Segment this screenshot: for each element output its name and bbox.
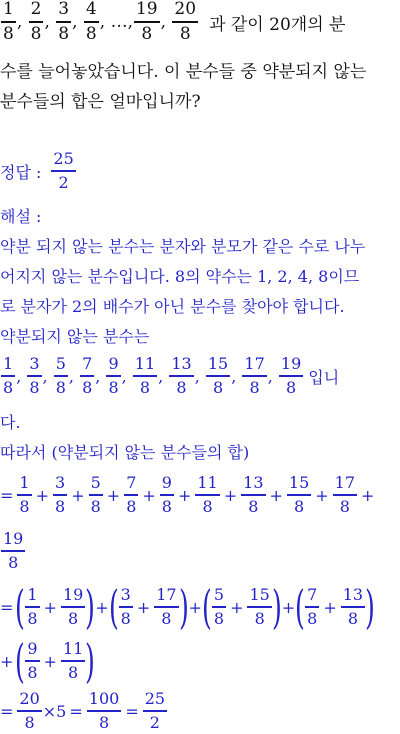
grouped-expression-line-2: + ( 9 8 + 11 8 ) (0, 634, 96, 688)
explanation-line-1: 약분 되지 않는 분수는 분자와 분모가 같은 수로 나누 (0, 236, 366, 256)
final-expression: = 20 8 ×5 = 100 8 = 25 2 (0, 689, 166, 732)
sum-expression-line-2 (0, 528, 26, 574)
sum-term-2: 3 8 (55, 473, 66, 516)
explanation-line-6: 다. (0, 412, 21, 432)
pair-3: ( 5 8 + 15 8 ) (201, 580, 282, 634)
question-line-1: 1 8 , 2 8 , 3 8 , 4 8 , … , 19 8 , 20 8 과 같이 20개의 분 (3, 0, 346, 44)
seq-fraction-1: 1 8 (3, 0, 14, 44)
fraction-15-8: 15 8 (207, 354, 229, 397)
sum-term-9: 17 8 (334, 473, 356, 516)
sum-term-6: 11 8 (197, 473, 218, 516)
seq-ellipsis: … (110, 12, 128, 32)
equals-sign: = (0, 485, 14, 505)
question-line-1-tail: 과 같이 20개의 분 (209, 14, 346, 35)
irreducible-fractions-row: 1 8 , 3 8 , 5 8 , 7 8 , 9 8 , 11 8 , 13 8 , 15 8 , 17 8 , 19 8 입니 (3, 354, 340, 397)
seq-fraction-4: 4 8 (85, 0, 97, 44)
answer-value: 25 2 (53, 149, 74, 192)
final-fraction-100-8: 100 8 (88, 689, 120, 732)
fraction-9-8: 9 8 (108, 354, 119, 397)
fractions-tail: 입니 (308, 367, 340, 387)
explanation-label: 해설 : (0, 206, 42, 226)
sum-term-10: 19 8 (3, 529, 24, 572)
pair-4: ( 7 8 + 13 8 ) (295, 580, 376, 634)
final-fraction-25-2: 25 2 (144, 689, 166, 732)
pair-2: ( 3 8 + 17 8 ) (108, 580, 189, 634)
explanation-line-7: 따라서 (약분되지 않는 분수들의 합) (0, 442, 250, 462)
question-line-2: 수를 늘어놓았습니다. 이 분수들 중 약분되지 않는 (0, 61, 367, 82)
fraction-19-8: 19 8 (280, 354, 302, 397)
seq-fraction-3: 3 8 (58, 0, 70, 44)
pair-5: ( 9 8 + 11 8 ) (15, 634, 96, 688)
sum-term-4: 7 8 (126, 473, 137, 516)
seq-fraction-20: 20 8 (174, 0, 197, 44)
question-line-3: 분수들의 합은 얼마입니까? (0, 91, 201, 112)
sum-term-8: 15 8 (288, 473, 310, 516)
seq-fraction-2: 2 8 (30, 0, 42, 44)
sum-expression-line-1: = 1 8 + 3 8 + 5 8 + 7 8 + 9 8 + 11 8 + 13 8 + 15 8 + 17 8 + (0, 473, 375, 516)
fraction-17-8: 17 8 (244, 354, 265, 397)
final-fraction-20-8: 20 8 (19, 689, 40, 732)
sum-term-7: 13 8 (243, 473, 264, 516)
fraction-13-8: 13 8 (171, 354, 192, 397)
sum-term-3: 5 8 (90, 473, 101, 516)
times-five: ×5 (42, 701, 67, 721)
seq-fraction-19: 19 8 (135, 0, 158, 44)
grouped-expression-line-1: = ( 1 8 + 19 8 ) + ( 3 8 + 17 8 ) + ( 5 8 + 15 8 ) + ( 7 8 + 13 8 ) (0, 580, 376, 634)
fraction-5-8: 5 8 (55, 354, 66, 397)
answer-row (0, 148, 77, 194)
explanation-line-4: 약분되지 않는 분수는 (0, 326, 150, 346)
fraction-7-8: 7 8 (82, 354, 93, 397)
answer-label: 정답 : (0, 162, 42, 182)
explanation-line-3: 로 분자가 2의 배수가 아닌 분수를 찾아야 합니다. (0, 296, 345, 316)
explanation-line-2: 어지지 않는 분수입니다. 8의 약수는 1, 2, 4, 8이므 (0, 266, 360, 286)
sum-term-1: 1 8 (19, 473, 30, 516)
fraction-1-8: 1 8 (3, 354, 14, 397)
fraction-3-8: 3 8 (29, 354, 40, 397)
pair-1: ( 1 8 + 19 8 ) (15, 580, 96, 634)
sum-term-5: 9 8 (161, 473, 172, 516)
fraction-11-8: 11 8 (134, 354, 156, 397)
